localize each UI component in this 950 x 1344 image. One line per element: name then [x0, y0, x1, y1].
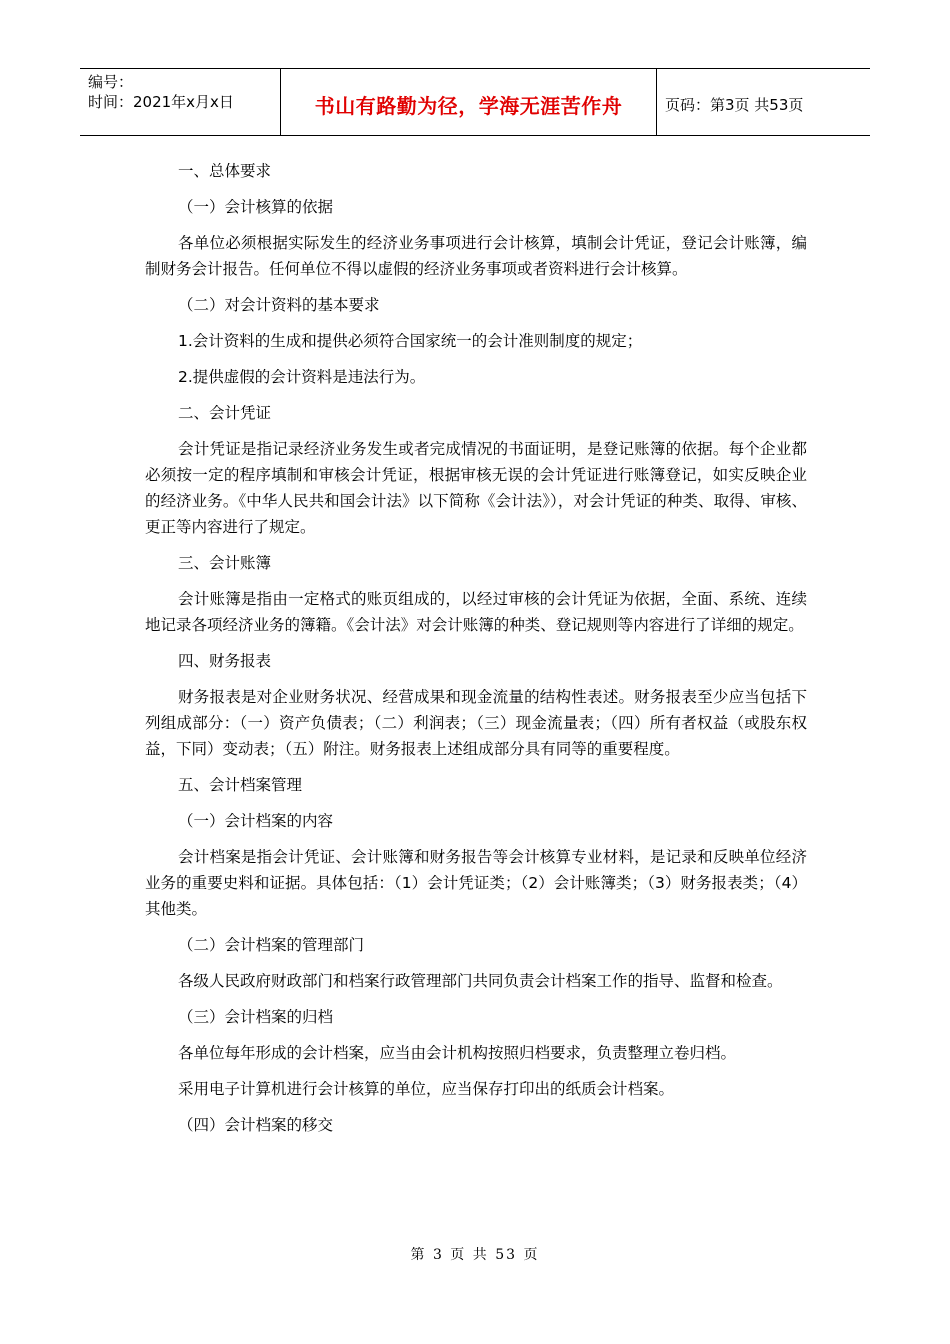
- body-paragraph: 会计凭证是指记录经济业务发生或者完成情况的书面证明，是登记账簿的依据。每个企业都必须按一定的程序填制和审核会计凭证，根据审核无误的会计凭证进行账簿登记，如实反映企业的经济业务。《中华人民共和国会计法》以下简称《会计法》），对会计凭证的种类、取得、审核、更正等内容进行了规定。: [145, 440, 807, 536]
- document-body: [145, 158, 807, 1148]
- page-footer: 第 3 页 共 53 页: [410, 1247, 540, 1263]
- section-heading: 三、会计账簿: [178, 554, 272, 572]
- body-paragraph: 各级人民政府财政部门和档案行政管理部门共同负责会计档案工作的指导、监督和检查。: [178, 972, 783, 990]
- section-heading: 采用电子计算机进行会计核算的单位，应当保存打印出的纸质会计档案。: [178, 1080, 675, 1098]
- section-heading: 五、会计档案管理: [178, 776, 303, 794]
- section-heading: （一）会计档案的内容: [178, 812, 334, 830]
- section-heading: （一）会计核算的依据: [178, 198, 334, 216]
- section-heading: 一、总体要求: [178, 162, 272, 180]
- section-heading: 1.会计资料的生成和提供必须符合国家统一的会计准则制度的规定；: [178, 332, 643, 350]
- section-heading: 四、财务报表: [178, 652, 272, 670]
- section-heading: （三）会计档案的归档: [178, 1008, 334, 1026]
- section-heading: 各单位每年形成的会计档案，应当由会计机构按照归档要求，负责整理立卷归档。: [178, 1044, 737, 1062]
- document-number-label: 编号：: [88, 73, 134, 91]
- body-paragraph: 会计账簿是指由一定格式的账页组成的，以经过审核的会计凭证为依据，全面、系统、连续地记录各项经济业务的簿籍。《会计法》对会计账簿的种类、登记规则等内容进行了详细的规定。: [145, 590, 807, 634]
- header-meta-cell: [80, 69, 281, 135]
- section-heading: 二、会计凭证: [178, 404, 272, 422]
- document-header: [80, 68, 870, 136]
- section-heading: 2.提供虚假的会计资料是违法行为。: [178, 368, 426, 386]
- document-date-label: 时间：2021年x月x日: [88, 93, 234, 111]
- section-heading: （四）会计档案的移交: [178, 1116, 334, 1134]
- header-motto: 书山有路勤为径，学海无涯苦作舟: [281, 69, 657, 135]
- body-paragraph: 财务报表是对企业财务状况、经营成果和现金流量的结构性表述。财务报表至少应当包括下列组成部分：（一）资产负债表；（二）利润表；（三）现金流量表；（四）所有者权益（或股东权益，下同）变动表；（五）附注。财务报表上述组成部分具有同等的重要程度。: [145, 688, 807, 758]
- body-paragraph: 会计档案是指会计凭证、会计账簿和财务报告等会计核算专业材料，是记录和反映单位经济业务的重要史料和证据。具体包括：（1）会计凭证类；（2）会计账簿类；（3）财务报表类；（4）其他类。: [145, 848, 807, 918]
- header-page-info: 页码：第3页 共53页: [665, 95, 804, 114]
- section-heading: （二）对会计资料的基本要求: [178, 296, 380, 314]
- body-paragraph: 各单位必须根据实际发生的经济业务事项进行会计核算，填制会计凭证，登记会计账簿，编制财务会计报告。任何单位不得以虚假的经济业务事项或者资料进行会计核算。: [145, 234, 807, 278]
- section-heading: （二）会计档案的管理部门: [178, 936, 365, 954]
